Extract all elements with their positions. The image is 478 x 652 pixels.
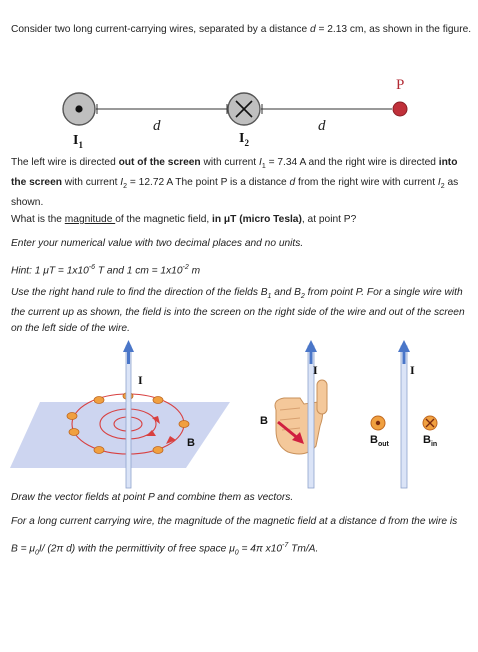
field-plane bbox=[10, 402, 230, 468]
label-i2: $I_2$ bbox=[239, 131, 249, 148]
hint-text: Hint: 1 $\mu T = 1x10^{-6}$ T and 1 cm = $1x10^{-2}$ m bbox=[11, 264, 201, 277]
wire-c bbox=[401, 346, 407, 488]
label-b-out: $B_{out}$ bbox=[370, 434, 389, 448]
point-p-marker bbox=[393, 102, 407, 116]
label-i-b: I bbox=[313, 363, 318, 377]
label-i1: $I_1$ bbox=[73, 133, 83, 150]
wire-2-into-screen-icon bbox=[228, 93, 260, 125]
label-b-in: $B_{in}$ bbox=[423, 434, 438, 448]
formula-intro-text: For a long current carrying wire, the magnitude of the magnetic field at a distance d from the wire is bbox=[11, 516, 458, 527]
instruction-text: Enter your numerical value with two decimal places and no units. bbox=[11, 238, 304, 249]
wire-description: The left wire is directed out of the screen with current $I_1 = 7.34$ A and the right wire is directed into the screen with current $I_2 = 12.72$ A The point P is a distance d from the right wire with current $I_2$ as shown. bbox=[11, 157, 459, 209]
formula-text: $B = \mu_0I/$ (2π d) with the permittivity of free space $\mu_0 = 4\pi$ $x10^{-7}$ Tm/A. bbox=[11, 542, 319, 557]
label-i-a: I bbox=[138, 373, 143, 387]
intro-text: Consider two long current-carrying wires, separated by a distance d = 2.13 cm, as shown in the figure. bbox=[11, 24, 472, 35]
wire-a bbox=[126, 346, 131, 488]
label-p: P bbox=[396, 77, 405, 93]
draw-vectors-text: Draw the vector fields at point P and combine them as vectors. bbox=[11, 492, 294, 503]
b-in-symbol-icon bbox=[423, 416, 437, 430]
label-b-a: B bbox=[187, 437, 195, 449]
label-i-c: I bbox=[410, 363, 415, 377]
question-text: What is the magnitude of the magnetic field, in μT (micro Tesla), at point P? bbox=[11, 214, 357, 225]
wire-1-out-of-screen-icon bbox=[63, 93, 95, 125]
right-hand-rule-figure bbox=[0, 340, 478, 490]
b-out-symbol-icon bbox=[371, 416, 385, 430]
label-b-b: B bbox=[260, 415, 268, 427]
label-d-left: d bbox=[153, 118, 161, 134]
right-hand-rule-text: Use the right hand rule to find the direction of the fields $B_1$ and $B_2$ from point P. For a single wire with the current up as shown, the field is into the screen on the right side of the wire and out of the screen on the left side of the wire. bbox=[11, 287, 465, 335]
label-d-right: d bbox=[318, 118, 326, 134]
